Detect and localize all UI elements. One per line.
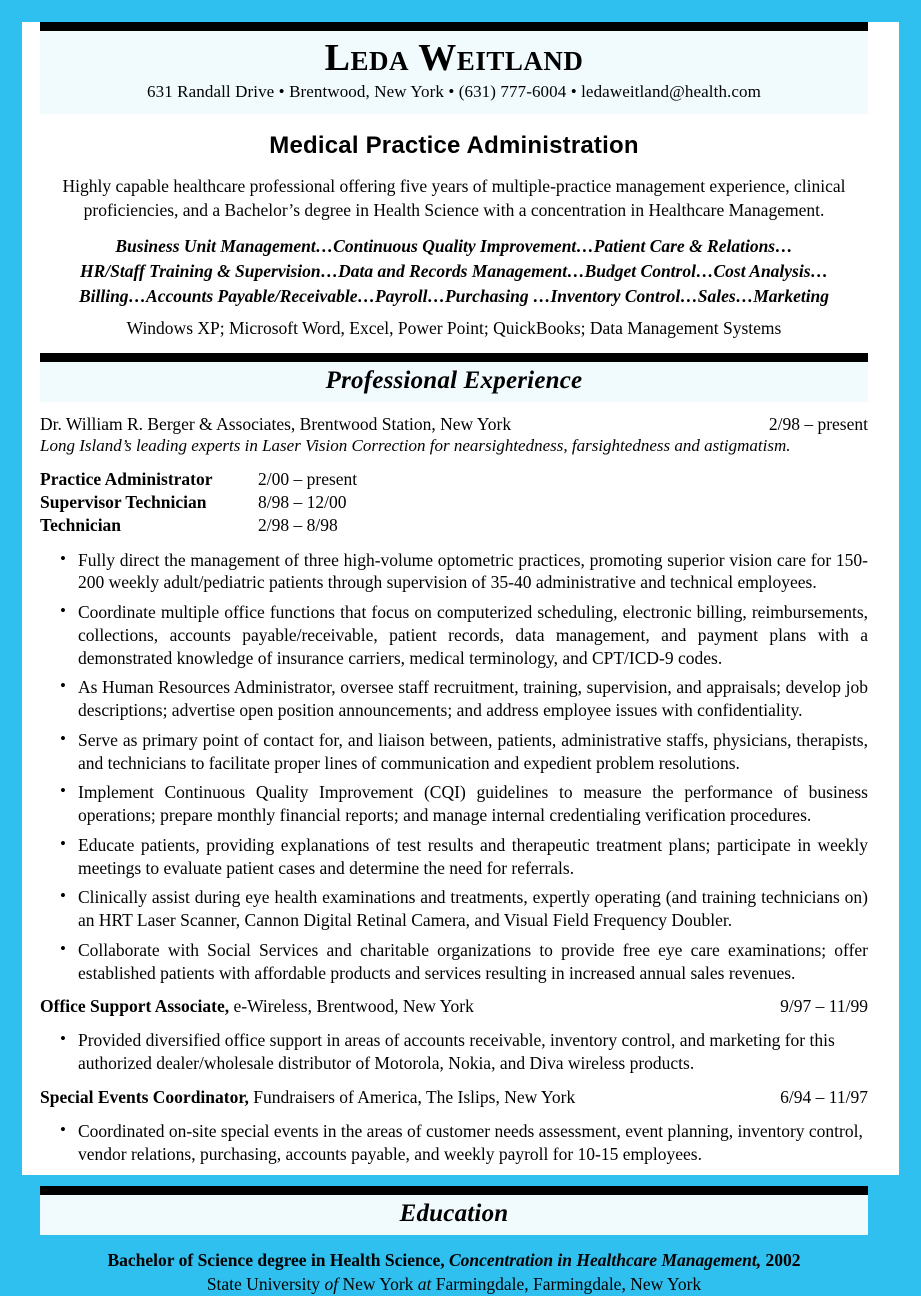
employer-row <box>40 1087 868 1108</box>
experience-top-rule <box>40 353 868 362</box>
school-name-part3: Farmingdale, Farmingdale, New York <box>431 1273 702 1294</box>
list-item: • Provided diversified office support in areas of accounts receivable, inventory control, and marketing for this authorized dealer/wholesale distributor of Motorola, Nokia, and Diva wireless products. <box>40 1029 868 1075</box>
experience-entry-3 <box>40 1087 868 1166</box>
degree-name: Bachelor of Science degree in Health Science, <box>107 1250 449 1271</box>
responsibility-list <box>40 1120 868 1166</box>
technical-skills: Windows XP; Microsoft Word, Excel, Power Point; QuickBooks; Data Management Systems <box>126 318 782 339</box>
list-item: • Coordinated on-site special events in the areas of customer needs assessment, event planning, inventory control, vendor relations, purchasing, accounts payable, and weekly payroll for 10-15 employees. <box>40 1120 868 1166</box>
list-item: • Educate patients, providing explanations of test results and therapeutic treatment plans; participate in weekly meetings to evaluate patient cases and determine the need for referrals. <box>40 834 868 880</box>
degree-line <box>40 1249 868 1272</box>
position-title: Practice Administrator <box>40 469 213 490</box>
header-block <box>40 31 868 114</box>
employer-row <box>40 996 868 1017</box>
degree-year: 2002 <box>761 1250 801 1271</box>
school-of-word: of <box>324 1273 339 1294</box>
list-item: • Implement Continuous Quality Improvement (CQI) guidelines to measure the performance of business operations; prepare monthly financial reports; and manage internal credentialing verification procedures. <box>40 781 868 827</box>
experience-entry-2 <box>40 996 868 1075</box>
employment-dates: 6/94 – 11/97 <box>780 1086 868 1107</box>
responsibility-list <box>40 1029 868 1075</box>
education-section-band <box>40 1195 868 1235</box>
school-name-part1: State University <box>206 1273 325 1294</box>
position-title: Special Events Coordinator, <box>40 1086 249 1107</box>
spacer <box>40 1172 868 1186</box>
section-title-education: Education <box>399 1200 509 1228</box>
school-at-word: at <box>417 1273 432 1294</box>
employer-name: e-Wireless, Brentwood, New York <box>229 996 474 1017</box>
employer-name: Fundraisers of America, The Islips, New York <box>248 1086 576 1107</box>
list-item: • Clinically assist during eye health examinations and treatments, expertly operating (and training technicians on) an HRT Laser Scanner, Cannon Digital Retinal Camera, and Visual Field Frequency Doubler. <box>40 886 868 932</box>
page-title: Leda Weitland <box>324 37 584 79</box>
list-item: • As Human Resources Administrator, oversee staff recruitment, training, supervision, and appraisals; develop job descriptions; advertise open position announcements; and address employee issues with confidentiality. <box>40 676 868 722</box>
table-row <box>40 514 868 537</box>
header-top-rule <box>40 22 868 31</box>
responsibility-list <box>40 549 868 985</box>
list-item: • Serve as primary point of contact for, and liaison between, patients, administrative staffs, physicians, therapists, and technicians to facilitate proper lines of communication and expedient problem resolutions. <box>40 729 868 775</box>
degree-concentration: Concentration in Healthcare Management, <box>449 1250 762 1271</box>
school-line <box>40 1273 868 1296</box>
position-and-employer <box>40 996 474 1017</box>
employer-row <box>40 414 868 435</box>
competency-line-1: Business Unit Management…Continuous Quality Improvement…Patient Care & Relations… <box>115 235 793 256</box>
resume-page <box>22 22 899 1294</box>
list-item: • Coordinate multiple office functions that focus on computerized scheduling, electronic billing, reimbursements, collections, accounts payable/receivable, patient records, data management, and payment plans with a demonstrated knowledge of insurance carriers, medical terminology, and CPT/ICD-9 codes. <box>40 601 868 669</box>
table-row <box>40 468 868 491</box>
school-name-part2: New York <box>338 1273 418 1294</box>
position-title: Supervisor Technician <box>40 492 207 513</box>
contact-line: 631 Randall Drive • Brentwood, New York • (631) 777-6004 • ledaweitland@health.com <box>147 81 761 101</box>
employment-dates: 9/97 – 11/99 <box>780 996 868 1017</box>
employer-tagline: Long Island’s leading experts in Laser Vision Correction for nearsightedness, farsightedness and astigmatism. <box>40 436 791 456</box>
employer-name: Dr. William R. Berger & Associates, Brentwood Station, New York <box>40 414 512 435</box>
experience-section-band <box>40 362 868 402</box>
position-title: Office Support Associate, <box>40 996 230 1017</box>
employment-dates: 2/98 – present <box>768 414 868 435</box>
core-competencies <box>42 234 866 309</box>
position-history-table <box>40 468 868 536</box>
section-title-experience: Professional Experience <box>325 367 583 395</box>
competency-line-2: HR/Staff Training & Supervision…Data and Records Management…Budget Control…Cost Analysis… <box>79 260 829 281</box>
resume-content <box>40 22 868 1296</box>
list-item: • Fully direct the management of three high-volume optometric practices, promoting superior vision care for 150-200 weekly adult/pediatric patients through supervision of 35-40 administrative and technical employees. <box>40 549 868 595</box>
education-top-rule <box>40 1186 868 1195</box>
position-dates: 2/98 – 8/98 <box>258 514 338 535</box>
position-and-employer <box>40 1087 575 1108</box>
experience-entry-1 <box>40 414 868 984</box>
position-title: Technician <box>40 514 122 535</box>
table-row <box>40 491 868 514</box>
list-item: • Collaborate with Social Services and charitable organizations to provide free eye care examinations; offer established patients with affordable products and services resulting in increased annual sales revenues. <box>40 939 868 985</box>
position-dates: 2/00 – present <box>258 469 358 490</box>
target-position-title: Medical Practice Administration <box>269 131 639 159</box>
professional-summary: Highly capable healthcare professional offering five years of multiple-practice management experience, clinical proficiencies, and a Bachelor’s degree in Health Science with a concentration in Healthcare Management. <box>62 175 846 220</box>
position-dates: 8/98 – 12/00 <box>258 492 347 513</box>
competency-line-3: Billing…Accounts Payable/Receivable…Payroll…Purchasing …Inventory Control…Sales…Marketing <box>78 285 830 306</box>
